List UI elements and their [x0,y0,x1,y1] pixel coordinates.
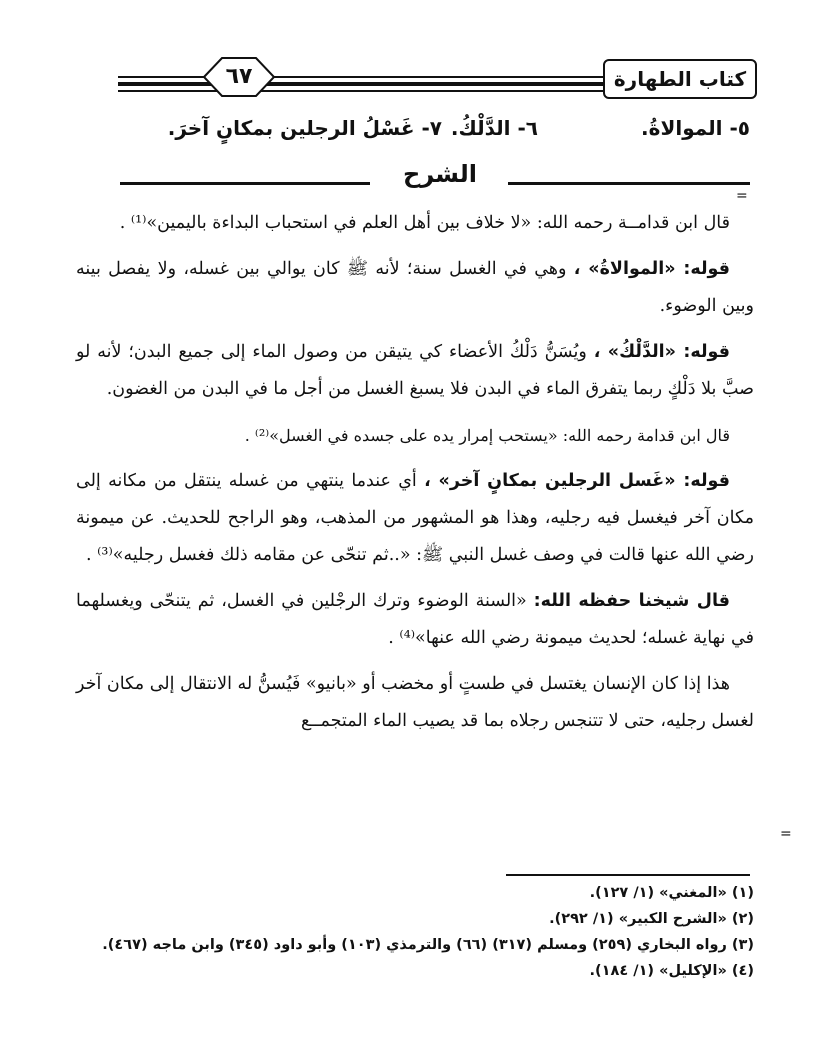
section-heading [120,160,750,196]
item-muwalat: ٥- الموالاةُ. [641,116,750,140]
section-title: الشرح [403,160,477,188]
continuation-mark-top: = [736,188,748,204]
continuation-mark-bottom: = [780,826,792,842]
paragraph-shaykh [76,583,754,657]
paragraph-muwalat-text: وهي في الغسل سنة؛ لأنه ﷺ كان يوالي بين غسله، ولا يفصل بينه وبين الوضوء. [76,259,754,316]
footnote-2: (٢) «الشرح الكبير» (١/ ٢٩٢). [549,911,754,927]
paragraph-dalk-lead: قوله: «الدَّلْكُ» ، [593,342,730,362]
footnotes [102,880,754,984]
section-rule-right [508,182,750,185]
paragraph-ghasl-lead: قوله: «غَسل الرجلين بمكانٍ آخر» ، [424,471,730,491]
paragraph-ibn-qudama-2: قال ابن قدامة رحمه الله: «يستحب إمرار يده على جسده في الغسل»⁽²⁾ . [244,426,730,445]
footnote-4: (٤) «الإكليل» (١/ ١٨٤). [589,963,754,979]
page-number: ٦٧ [225,64,253,89]
section-rule-left [120,182,370,185]
paragraph-ghasl-text: أي عندما ينتهي من غسله ينتقل من مكانه إلى مكان آخر فيغسل فيه رجليه، وهذا هو المشهور من المذهب، وهو الراجح للحديث. عن ميمونة رضي الله عنها قالت في وصف غسل النبي ﷺ: «..ثم تنحّى عن مقامه ذلك فغسل رجليه»⁽³⁾ . [76,471,754,565]
item-ghasl-rijlayn: ٧- غَسْلُ الرجلين بمكانٍ آخرَ. [167,116,442,140]
paragraph-ibn-qudama-1: قال ابن قدامــة رحمه الله: «لا خلاف بين أهل العلم في استحباب البداءة باليمين»⁽¹⁾ . [119,213,730,233]
paragraph-tast: هذا إذا كان الإنسان يغتسل في طستٍ أو مخضب أو «بانيو» فَيُسنُّ له الانتقال إلى مكان آخر لغسل رجليه، حتى لا تتنجس رجلاه بما قد يصيب الماء المتجمــع [76,674,754,731]
paragraph-dalk [76,334,754,408]
paragraph-shaykh-lead: قال شيخنا حفظه الله: [533,591,730,611]
paragraph-dalk-text: ويُسَنُّ دَلْكُ الأعضاء كي يتيقن من وصول الماء إلى جميع البدن؛ لأنه لو صبَّ بلا دَلْكٍ ربما يتفرق الماء في البدن فلا يسبغ الغسل من أجل ما في البدن من الغضون. [76,342,754,399]
items-row [130,110,750,150]
book-title: كتاب الطهارة [603,59,757,99]
paragraph-ghasl-rijlayn [76,463,754,574]
paragraph-muwalat-lead: قوله: «الموالاةُ» ، [573,259,730,279]
page-number-frame [194,55,284,99]
footnote-rule [506,874,750,876]
footnote-3: (٣) رواه البخاري (٢٥٩) ومسلم (٣١٧) (٦٦) والترمذي (١٠٣) وأبو داود (٣٤٥) وابن ماجه (٤٦٧). [102,937,754,953]
paragraph-muwalat [76,251,754,325]
footnote-1: (١) «المغني» (١/ ١٢٧). [589,885,754,901]
paragraph-shaykh-text: «السنة الوضوء وترك الرجْلين في الغسل، ثم يتنحّى ويغسلهما في نهاية غسله؛ لحديث ميمونة رضي الله عنها»⁽⁴⁾ . [76,591,754,648]
commentary-body [76,205,754,749]
item-dalk: ٦- الدَّلْكُ. [450,116,538,140]
